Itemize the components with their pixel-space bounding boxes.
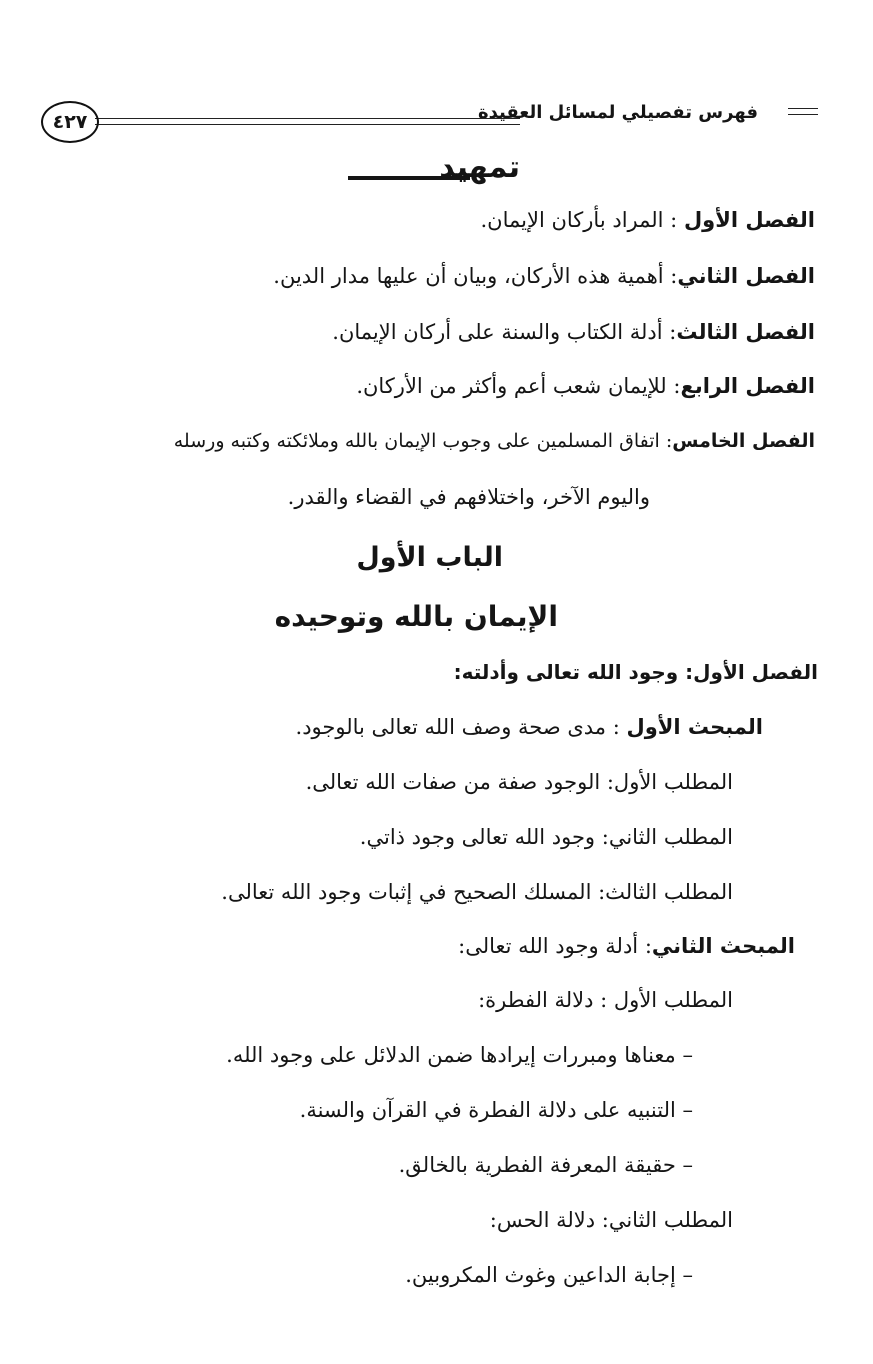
chapter-text: أدلة الكتاب والسنة على أركان الإيمان. <box>332 320 663 344</box>
header-rule-left <box>95 118 520 119</box>
intro-item <box>273 264 815 288</box>
section-heading <box>296 715 763 739</box>
section-heading <box>458 934 795 958</box>
separator: : <box>663 264 678 288</box>
bullet-item: – التنبيه على دلالة الفطرة في القرآن والسنة. <box>300 1098 693 1122</box>
chapter-label: الفصل الثالث <box>676 320 815 344</box>
chapter-label: الفصل الأول <box>683 208 815 232</box>
chapter-text: المراد بأركان الإيمان. <box>480 208 664 232</box>
subsection-item: المطلب الثالث: المسلك الصحيح في إثبات وجود الله تعالى. <box>221 880 733 904</box>
intro-heading-text: تمهيد <box>439 150 520 185</box>
section-text: : أدلة وجود الله تعالى: <box>458 934 652 958</box>
bullet-item: – حقيقة المعرفة الفطرية بالخالق. <box>399 1153 693 1177</box>
subsection-item: المطلب الأول: الوجود صفة من صفات الله تعالى. <box>305 770 733 794</box>
part-title: الباب الأول <box>356 542 503 573</box>
chapter-label: الفصل الرابع <box>680 374 815 398</box>
chapter-text: أهمية هذه الأركان، وبيان أن عليها مدار الدين. <box>273 264 664 288</box>
intro-item <box>356 374 815 398</box>
intro-item <box>332 320 815 344</box>
intro-item-continuation: واليوم الآخر، واختلافهم في القضاء والقدر. <box>287 485 650 509</box>
header-title: فهرس تفصيلي لمسائل العقيدة <box>477 102 758 123</box>
section-label: المبحث الأول <box>626 715 763 739</box>
intro-heading <box>330 150 530 198</box>
separator: : <box>666 374 681 398</box>
bullet-item: – إجابة الداعين وغوث المكروبين. <box>405 1263 693 1287</box>
separator: : <box>662 320 677 344</box>
subsection-heading: المطلب الثاني: دلالة الحس: <box>489 1208 733 1232</box>
separator: : <box>659 430 673 452</box>
section-label: المبحث الثاني <box>651 934 795 958</box>
header-rule-right <box>788 108 818 109</box>
running-header <box>0 0 873 160</box>
part-subtitle: الإيمان بالله وتوحيده <box>274 600 558 633</box>
section-text: : مدى صحة وصف الله تعالى بالوجود. <box>295 715 627 739</box>
chapter-text: : وجود الله تعالى وأدلته: <box>453 660 694 684</box>
bullet-item: – معناها ومبررات إيرادها ضمن الدلائل على وجود الله. <box>226 1043 693 1067</box>
chapter-label: الفصل الأول <box>693 660 818 684</box>
chapter-label: الفصل الخامس <box>672 430 815 452</box>
header-rule-right-2 <box>788 114 818 115</box>
subsection-heading: المطلب الأول : دلالة الفطرة: <box>478 988 733 1012</box>
intro-item <box>174 430 815 452</box>
chapter-label: الفصل الثاني <box>677 264 815 288</box>
header-rule-left-2 <box>95 124 520 125</box>
chapter-text: للإيمان شعب أعم وأكثر من الأركان. <box>356 374 667 398</box>
intro-item <box>481 208 816 232</box>
separator: : <box>663 208 684 232</box>
page-number: ٤٢٧ <box>41 101 99 143</box>
subsection-item: المطلب الثاني: وجود الله تعالى وجود ذاتي. <box>359 825 733 849</box>
chapter-heading <box>454 660 818 684</box>
chapter-text: اتفاق المسلمين على وجوب الإيمان بالله وملائكته وكتبه ورسله <box>173 430 660 452</box>
